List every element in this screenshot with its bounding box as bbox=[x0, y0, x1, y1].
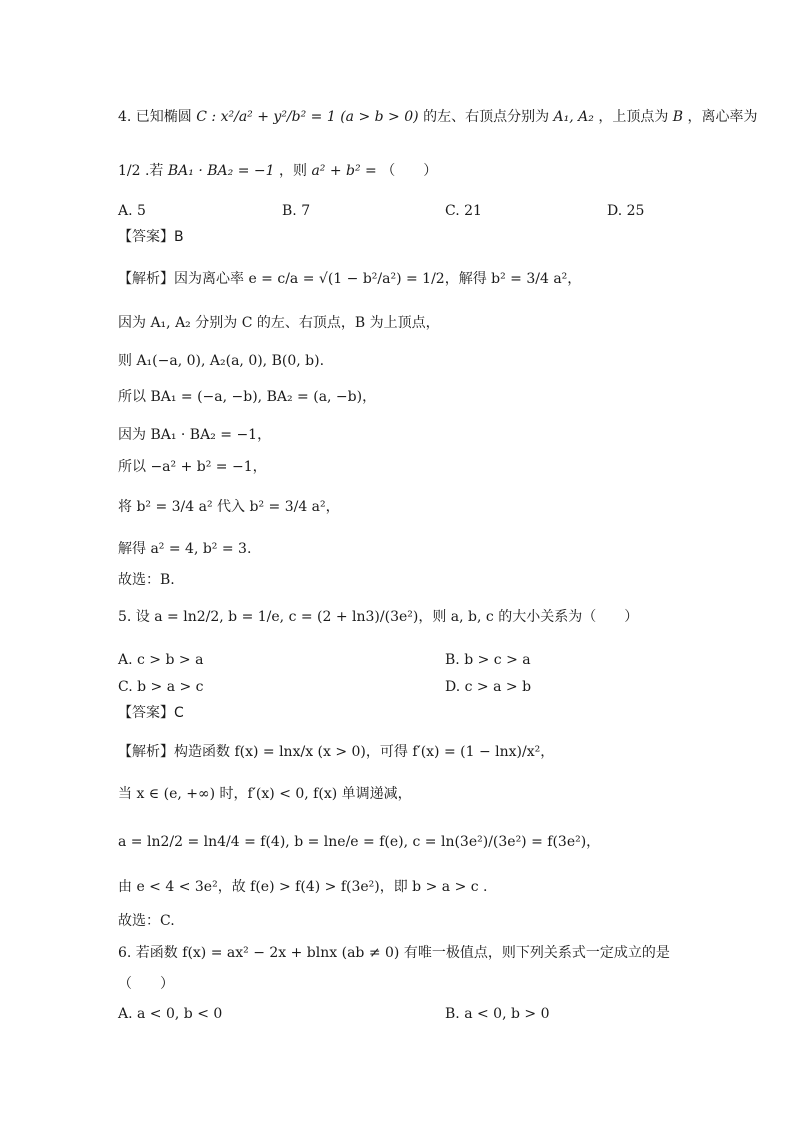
q4-dot-product: BA₁ · BA₂ = −1 bbox=[167, 163, 275, 179]
q4-vertices: A₁, A₂ bbox=[553, 109, 594, 125]
q4-ellipse-formula: C : x²/a² + y²/b² = 1 (a > b > 0) bbox=[196, 109, 419, 125]
q5-analysis-line: 【解析】构造函数 f(x) = lnx/x (x > 0)，可得 f′(x) = (1 − lnx)/x²， bbox=[118, 744, 555, 760]
q4-stem-part2: 的左、右顶点分别为 bbox=[423, 109, 550, 125]
q5-answer: 【答案】C bbox=[118, 705, 184, 721]
q4-analysis-line: 【解析】因为离心率 e = c/a = √(1 − b²/a²) = 1/2，解得 b² = 3/4 a²， bbox=[118, 271, 582, 287]
q5-stem: 5. 设 a = ln2/2, b = 1/e, c = (2 + ln3)/(3e²)，则 a, b, c 的大小关系为（ ） bbox=[118, 609, 639, 625]
q4-analysis-line: 因为 BA₁ · BA₂ = −1， bbox=[118, 427, 272, 443]
q6-option-a: A. a < 0, b < 0 bbox=[118, 1006, 223, 1022]
q5-option-b: B. b > c > a bbox=[445, 652, 531, 668]
q4-option-c: C. 21 bbox=[445, 203, 482, 219]
q4-analysis-line: 则 A₁(−a, 0), A₂(a, 0), B(0, b). bbox=[118, 353, 325, 369]
q4-ask: a² + b² = bbox=[311, 163, 377, 179]
q6-stem: 6. 若函数 f(x) = ax² − 2x + blnx (ab ≠ 0) 有唯一极值点，则下列关系式一定成立的是 bbox=[118, 945, 670, 961]
q4-stem-line1 bbox=[118, 110, 758, 124]
q4-stem-part5: .若 bbox=[144, 163, 164, 179]
q4-analysis-line: 故选：B. bbox=[118, 572, 175, 588]
q6-option-b: B. a < 0, b > 0 bbox=[445, 1006, 550, 1022]
q5-option-c: C. b > a > c bbox=[118, 679, 204, 695]
q4-stem-part1: 4. 已知椭圆 bbox=[118, 109, 192, 125]
q4-answer: 【答案】B bbox=[118, 229, 184, 245]
q4-option-d: D. 25 bbox=[607, 203, 645, 219]
q4-eccentricity: 1/2 bbox=[118, 163, 141, 179]
q6-paren: （ ） bbox=[118, 976, 174, 992]
q4-stem-part4: ，离心率为 bbox=[687, 109, 758, 125]
q4-analysis-line: 将 b² = 3/4 a² 代入 b² = 3/4 a²， bbox=[118, 499, 340, 515]
q4-analysis-line: 所以 BA₁ = (−a, −b), BA₂ = (a, −b)， bbox=[118, 389, 377, 405]
q4-option-b: B. 7 bbox=[282, 203, 311, 219]
q5-analysis-line: 由 e < 4 < 3e²，故 f(e) > f(4) > f(3e²)，即 b > a > c . bbox=[118, 879, 488, 895]
q4-stem-part3: ，上顶点为 bbox=[598, 109, 669, 125]
q4-analysis-line: 解得 a² = 4, b² = 3. bbox=[118, 541, 252, 557]
q5-option-d: D. c > a > b bbox=[445, 679, 532, 695]
q5-analysis-line: 当 x ∈ (e, +∞) 时，f′(x) < 0, f(x) 单调递减， bbox=[118, 786, 412, 802]
q4-analysis-line: 因为 A₁, A₂ 分别为 C 的左、右顶点，B 为上顶点， bbox=[118, 315, 440, 331]
q4-paren: （ ） bbox=[381, 163, 438, 179]
q4-top-point: B bbox=[672, 109, 684, 125]
q4-stem-line2 bbox=[118, 164, 437, 178]
q5-analysis-line: 故选：C. bbox=[118, 913, 175, 929]
q5-analysis-line: a = ln2/2 = ln4/4 = f(4), b = lne/e = f(e), c = ln(3e²)/(3e²) = f(3e²)， bbox=[118, 834, 601, 850]
q5-option-a: A. c > b > a bbox=[118, 652, 204, 668]
q4-stem-part6: ，则 bbox=[278, 163, 307, 179]
q4-option-a: A. 5 bbox=[118, 203, 146, 219]
q4-analysis-line: 所以 −a² + b² = −1， bbox=[118, 459, 267, 475]
